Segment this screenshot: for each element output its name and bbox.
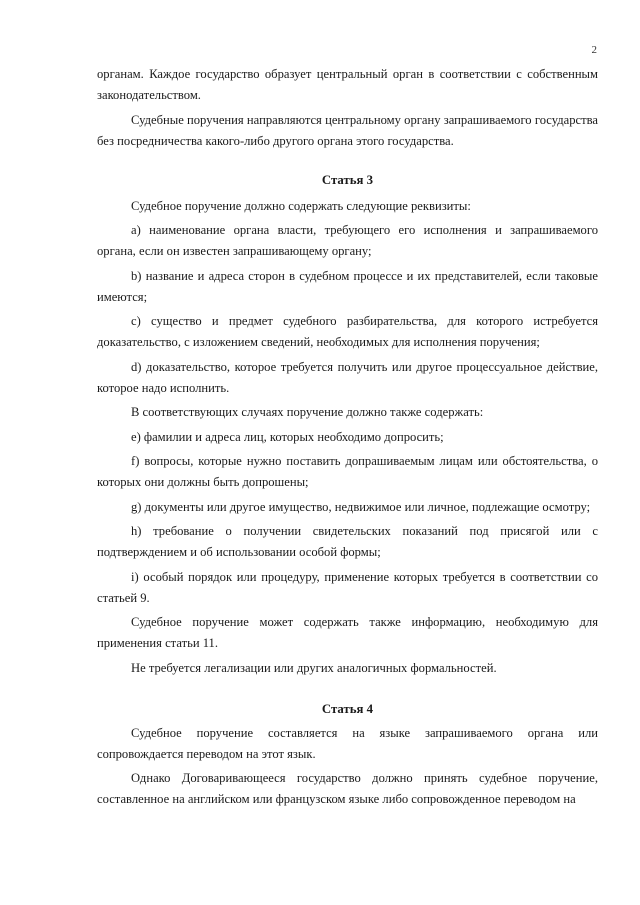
article-3-item-e: е) фамилии и адреса лиц, которых необходимо допросить; <box>131 429 444 444</box>
article-3-item-c: с) существо и предмет судебного разбирательства, для которого истребуется доказательство, с изложением сведений, необходимых для исполнения поручения; <box>97 314 598 349</box>
article-3-item-f: f) вопросы, которые нужно поставить допрашиваемым лицам или обстоятельства, о которых они должны быть допрошены; <box>97 454 598 489</box>
article-3-paragraph: Судебное поручение должно содержать следующие реквизиты: <box>131 198 471 213</box>
article-3-item-d: d) доказательство, которое требуется получить или другое процессуальное действие, которое надо исполнить. <box>97 359 598 395</box>
article-4-heading: Статья 4 <box>321 701 374 716</box>
article-3-item-b: b) название и адреса сторон в судебном процессе и их представителей, если таковые имеются; <box>97 268 598 304</box>
article-3-item-i: i) особый порядок или процедуру, применение которых требуется в соответствии со статьей 9. <box>97 569 598 605</box>
article-4-paragraph: Однако Договаривающееся государство должно принять судебное поручение, составленное на английском или французском языке либо сопровожденное переводом на <box>97 771 598 806</box>
article-3-heading: Статья 3 <box>321 172 374 187</box>
intro-paragraph-2: Судебные поручения направляются центральному органу запрашиваемого государства без посредничества какого-либо другого органа этого государства. <box>97 112 598 148</box>
page-number: 2 <box>591 44 597 56</box>
article-3-paragraph: Не требуется легализации или других аналогичных формальностей. <box>131 660 497 675</box>
article-3-paragraph: В соответствующих случаях поручение должно также содержать: <box>131 405 484 419</box>
document-body <box>97 64 598 814</box>
article-3-item-a: а) наименование органа власти, требующего его исполнения и запрашиваемого органа, если он известен запрашивающему органу; <box>97 223 598 258</box>
article-3-item-g: g) документы или другое имущество, недвижимое или личное, подлежащие осмотру; <box>131 499 591 514</box>
article-3-paragraph: Судебное поручение может содержать также информацию, необходимую для применения статьи 11. <box>97 615 598 650</box>
article-4-paragraph: Судебное поручение составляется на языке запрашиваемого органа или сопровождается переводом на этот язык. <box>97 725 598 761</box>
article-3-item-h: h) требование о получении свидетельских показаний под присягой или с подтверждением и об использовании особой формы; <box>97 524 598 559</box>
intro-paragraph-1: органам. Каждое государство образует центральный орган в соответствии с собственным законодательством. <box>97 67 598 102</box>
